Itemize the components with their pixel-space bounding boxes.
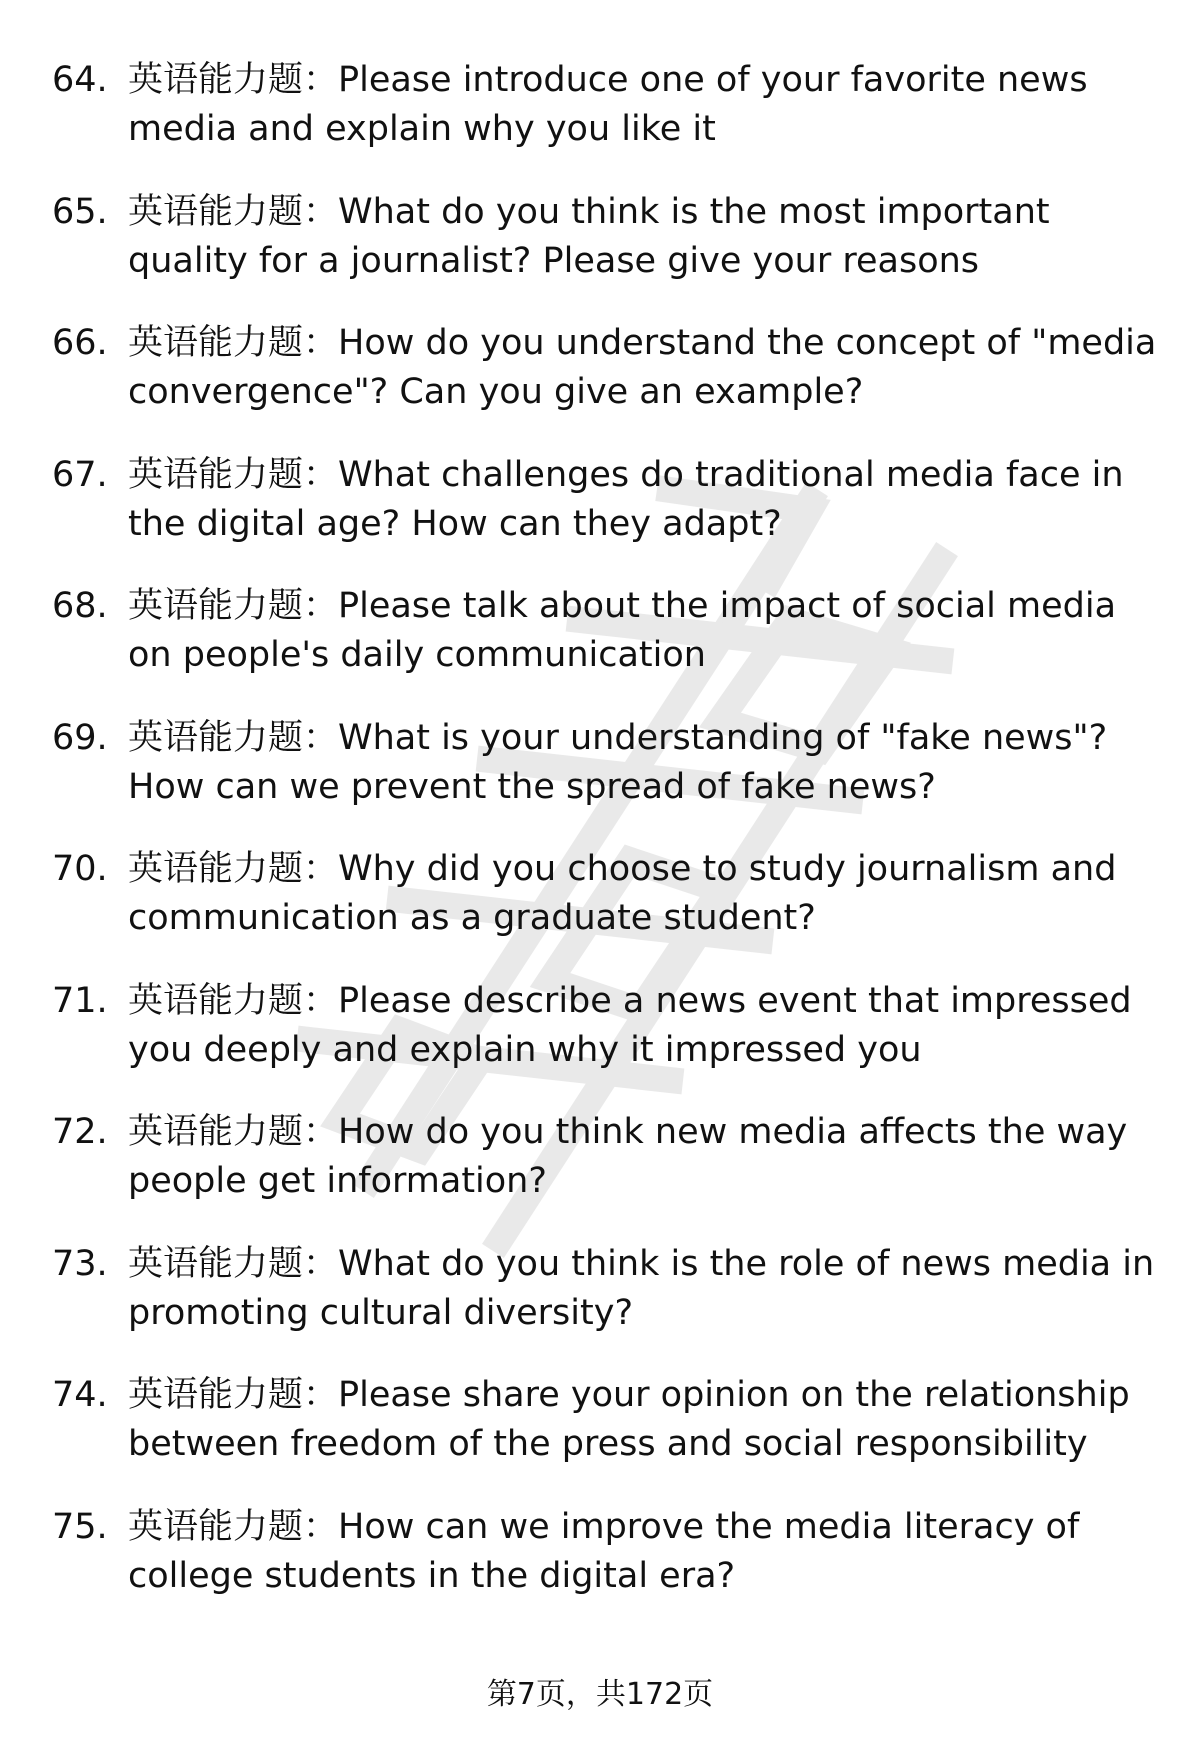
question-number: 69. — [52, 717, 108, 758]
question-number: 68. — [52, 586, 108, 626]
question-list — [0, 56, 1200, 1634]
question-text: 英语能力题：Please introduce one of your favorite news media and explain why you like it — [128, 60, 1088, 149]
question-item — [0, 188, 1200, 320]
question-item — [0, 845, 1200, 977]
question-item — [0, 56, 1200, 188]
question-item — [0, 319, 1200, 451]
question-item — [0, 1503, 1200, 1635]
question-number: 66. — [52, 323, 108, 363]
question-text: 英语能力题：Why did you choose to study journalism and communication as a graduate student? — [128, 849, 1117, 938]
question-number: 74. — [52, 1375, 108, 1415]
question-item — [0, 1371, 1200, 1503]
question-text: 英语能力题：Please talk about the impact of social media on people's daily communication — [128, 586, 1117, 675]
page-footer: 第7页，共172页 — [486, 1677, 714, 1712]
question-number: 75. — [52, 1506, 108, 1547]
question-text: 英语能力题：How do you understand the concept of "media convergence"? Can you give an example? — [128, 323, 1157, 412]
question-item — [0, 714, 1200, 846]
question-item — [0, 1240, 1200, 1372]
question-text: 英语能力题：Please share your opinion on the relationship between freedom of the press and social responsibility — [128, 1375, 1130, 1464]
question-item — [0, 582, 1200, 714]
question-text: 英语能力题：How do you think new media affects the way people get information? — [128, 1112, 1128, 1201]
question-number: 64. — [52, 60, 108, 100]
question-number: 71. — [52, 980, 108, 1021]
question-number: 72. — [52, 1112, 108, 1152]
question-text: 英语能力题：How can we improve the media literacy of college students in the digital era? — [128, 1506, 1080, 1596]
question-number: 65. — [52, 191, 108, 232]
question-number: 70. — [52, 849, 108, 889]
question-text: 英语能力题：What is your understanding of "fake news"? How can we prevent the spread of fake news? — [128, 717, 1108, 807]
question-number: 73. — [52, 1243, 108, 1284]
question-text: 英语能力题：What do you think is the most important quality for a journalist? Please give your reasons — [128, 191, 1050, 281]
question-text: 英语能力题：What challenges do traditional media face in the digital age? How can they adapt? — [128, 454, 1124, 544]
question-item — [0, 1108, 1200, 1240]
question-number: 67. — [52, 454, 108, 495]
question-item — [0, 451, 1200, 583]
question-text: 英语能力题：Please describe a news event that impressed you deeply and explain why it impressed you — [128, 980, 1132, 1070]
question-item — [0, 977, 1200, 1109]
question-text: 英语能力题：What do you think is the role of news media in promoting cultural diversity? — [128, 1243, 1155, 1333]
